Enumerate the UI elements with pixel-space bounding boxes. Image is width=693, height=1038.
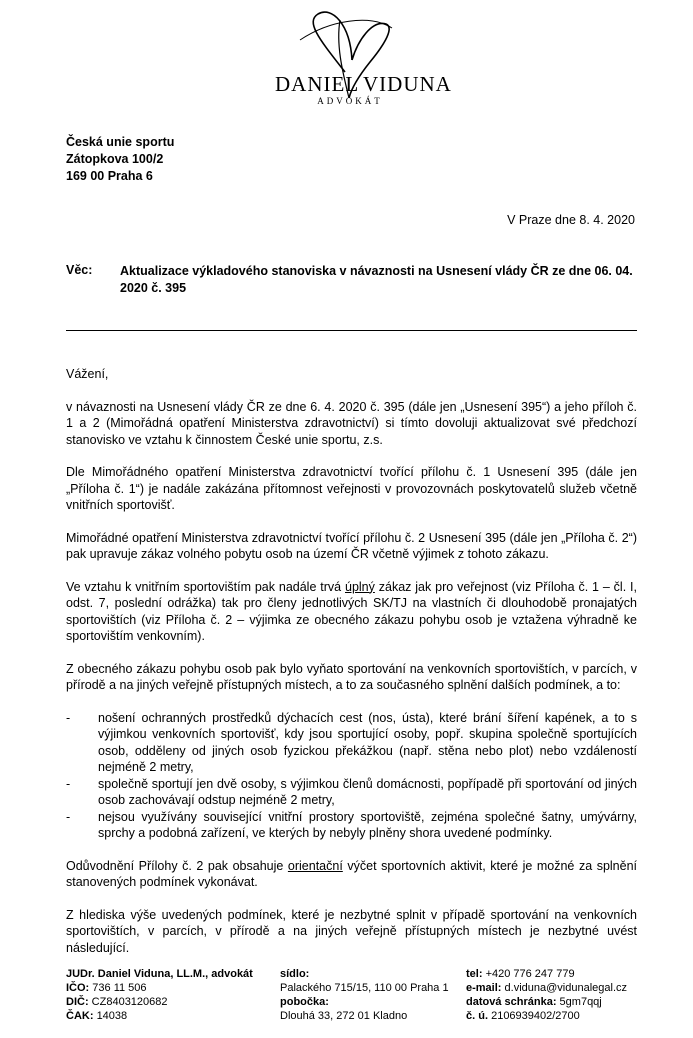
paragraph <box>66 858 637 891</box>
paragraph: Z obecného zákazu pohybu osob pak bylo vyňato sportování na venkovních sportovištích, v parcích, v přírodě a na jiných veřejně přístupných místech, a to za současného splnění dalších podmínek, a to: <box>66 661 637 692</box>
footer-col-address <box>280 967 449 1023</box>
footer-databox: datová schránka: 5gm7qqj <box>466 996 602 1008</box>
footer-cak: ČAK: 14038 <box>66 1010 128 1022</box>
paragraph-text: výčet sportovních aktivit, které je možné za splnění stanovených podmínek vykonávat. <box>66 858 638 889</box>
footer-account: č. ú. 2106939402/2700 <box>466 1010 580 1022</box>
list-item <box>66 710 637 776</box>
footer-col-contact <box>466 967 627 1023</box>
addressee-line: Česká unie sportu <box>66 135 175 149</box>
subject-text: Aktualizace výkladového stanoviska v návaznosti na Usnesení vlády ČR ze dne 06. 04. 2020 č. 395 <box>120 264 633 295</box>
addressee-line: 169 00 Praha 6 <box>66 169 153 183</box>
list-dash: - <box>66 809 71 824</box>
logo-last-name: VIDUNA <box>363 72 452 96</box>
footer-seat-address: Palackého 715/15, 110 00 Praha 1 <box>280 982 449 994</box>
paragraph: v návaznosti na Usnesení vlády ČR ze dne 6. 4. 2020 č. 395 (dále jen „Usnesení 395“) a jeho příloh č. 1 a 2 (Mimořádná opatření Ministerstva zdravotnictví) si tímto dovoluji aktualizovat své předchozí stanovisko ve vztahu k činnostem České unie sportu, z.s. <box>66 399 637 447</box>
underlined-word: orientační <box>287 858 343 873</box>
footer-branch-label: pobočka: <box>280 996 329 1008</box>
paragraph <box>66 579 637 645</box>
letter-body <box>66 366 637 972</box>
subject-label: Věc: <box>66 263 93 277</box>
footer-email: e-mail: d.viduna@vidunalegal.cz <box>466 982 627 994</box>
conditions-list <box>66 710 637 842</box>
logo-subtitle: ADVOKÁT <box>317 96 383 106</box>
underlined-word: úplný <box>345 579 375 594</box>
footer-phone: tel: +420 776 247 779 <box>466 968 575 980</box>
footer-col-lawyer <box>66 967 253 1023</box>
list-item-text: nošení ochranných prostředků dýchacích cest (nos, ústa), které brání šíření kapének, a to s výjimkou venkovních sportovišť, kdy jsou sportující osoby, popř. skupina společně sportujících osob, odděleny od jiných osob fyzickou překážkou (např. stěna nebo plot) nebo vzdáleností nejméně 2 metry, <box>98 710 637 774</box>
paragraph: Dle Mimořádného opatření Ministerstva zdravotnictví tvořící přílohu č. 1 Usnesení 395 (dále jen „Příloha č. 1“) je nadále zakázána přítomnost veřejnosti v provozovnách poskytovatelů služeb včetně vnitřních sportovišť. <box>66 465 637 512</box>
footer-seat-label: sídlo: <box>280 968 310 980</box>
paragraph: Z hlediska výše uvedených podmínek, které je nezbytné splnit v případě sportování na venkovních sportovištích, v parcích, v přírodě a na jiných veřejně přístupných místech je nezbytné uvést následující. <box>66 907 637 955</box>
law-firm-logo <box>0 0 693 110</box>
letter-date: V Praze dne 8. 4. 2020 <box>507 213 635 227</box>
addressee-line: Zátopkova 100/2 <box>66 152 164 166</box>
paragraph-text: Ve vztahu k vnitřním sportovištím pak nadále trvá <box>66 579 345 594</box>
list-item <box>66 809 637 842</box>
logo-first-name: DANIEL <box>275 72 360 96</box>
addressee-block <box>66 134 174 185</box>
paragraph-text: Odůvodnění Přílohy č. 2 pak obsahuje <box>66 858 288 873</box>
footer-lawyer-name: JUDr. Daniel Viduna, LL.M., advokát <box>66 968 253 980</box>
footer-ico: IČO: 736 11 506 <box>66 982 147 994</box>
paragraph: Mimořádné opatření Ministerstva zdravotnictví tvořící přílohu č. 2 Usnesení 395 (dále jen „Příloha č. 2“) pak upravuje zákaz volného pobytu osob na území ČR včetně výjimek z tohoto zákazu. <box>66 530 637 561</box>
list-dash: - <box>66 776 71 791</box>
list-item-text: společně sportují jen dvě osoby, s výjimkou členů domácnosti, popřípadě při sportování od jiných osob zachovávají odstup nejméně 2 metry, <box>98 776 637 807</box>
footer-dic: DIČ: CZ8403120682 <box>66 996 168 1008</box>
list-item-text: nejsou využívány související vnitřní prostory sportoviště, zejména společné šatny, umývárny, sprchy a podobná zařízení, ve kterých by nebyly plněny shora uvedené podmínky. <box>98 809 637 840</box>
greeting: Vážení, <box>66 367 109 381</box>
paragraph-text: zákaz jak pro veřejnost (viz Příloha č. 1 – čl. I, odst. 7, poslední odrážka) tak pro členy jednotlivých SK/TJ na vlastních či dlouhodobě pronajatých sportovištích (viz Příloha č. 2 – výjimka ze obecného zákazu pohybu osob je vztažena výhradně ke sportovištím venkovním). <box>66 579 637 643</box>
list-item <box>66 776 637 809</box>
list-dash: - <box>66 710 71 725</box>
divider <box>66 330 637 331</box>
footer-branch-address: Dlouhá 33, 272 01 Kladno <box>280 1010 408 1022</box>
